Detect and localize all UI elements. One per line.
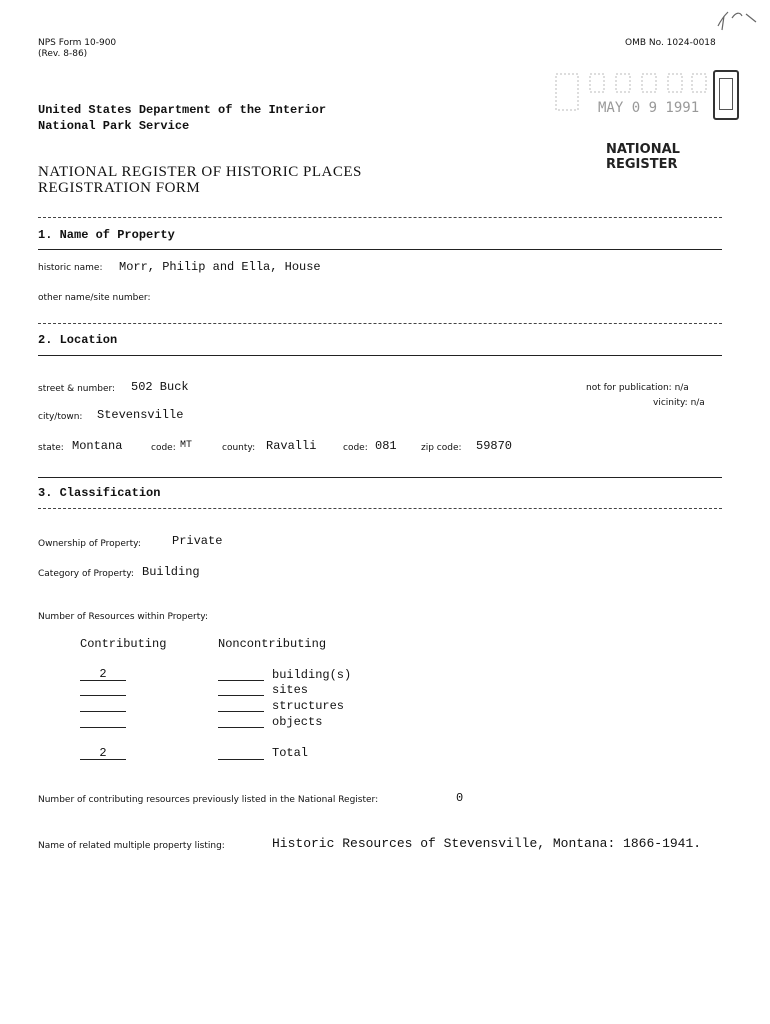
col-noncontributing: Noncontributing [218,637,327,651]
ownership-value: Private [172,534,223,548]
previously-listed-value: 0 [456,791,464,805]
agency-name: National Park Service [38,119,190,133]
multiple-listing-label: Name of related multiple property listing: [38,841,225,851]
stamp-register: REGISTER [606,157,678,172]
resource-type-label: building(s) [272,668,352,682]
category-label: Category of Property: [38,569,134,579]
zip-value: 59870 [476,439,513,453]
ownership-label: Ownership of Property: [38,539,141,549]
resource-type-label: sites [272,683,309,697]
street-value: 502 Buck [131,380,189,394]
divider [38,355,722,356]
form-revision: (Rev. 8-86) [38,49,88,59]
state-label: state: [38,443,64,453]
divider [38,217,722,218]
county-label: county: [222,443,256,453]
city-label: city/town: [38,412,83,422]
state-code-label: code: [151,443,176,453]
category-value: Building [142,565,200,579]
historic-name-label: historic name: [38,263,103,273]
contributing-count: 2 [99,667,107,681]
divider [38,249,722,250]
resource-type-label: structures [272,699,345,713]
form-title: NATIONAL REGISTER OF HISTORIC PLACES [38,164,362,180]
street-label: street & number: [38,384,116,394]
contributing-total: 2 [99,746,107,760]
multiple-listing-value: Historic Resources of Stevensville, Montana: 1866-1941. [272,836,702,851]
previously-listed-label: Number of contributing resources previously listed in the National Register: [38,795,379,805]
county-value: Ravalli [266,439,317,453]
resource-type-label: objects [272,715,323,729]
stamp-date: MAY 0 9 1991 [598,100,700,116]
form-subtitle: REGISTRATION FORM [38,180,201,196]
received-stamp [554,70,714,118]
divider [38,508,722,509]
divider [38,323,722,324]
county-code-label: code: [343,443,368,453]
city-value: Stevensville [97,408,184,422]
form-number: NPS Form 10-900 [38,38,117,48]
zip-label: zip code: [421,443,462,453]
county-code-value: 081 [375,439,397,453]
handwritten-mark-icon [712,4,762,34]
state-value: Montana [72,439,123,453]
stamp-box-icon [713,70,739,120]
total-label: Total [272,746,309,760]
divider [38,477,722,478]
stamp-national: NATIONAL [606,142,680,157]
col-contributing: Contributing [80,637,167,651]
other-name-label: other name/site number: [38,293,151,303]
resources-label: Number of Resources within Property: [38,612,208,622]
vicinity: vicinity: n/a [653,398,705,408]
section-1-heading: 1. Name of Property [38,228,175,242]
section-2-heading: 2. Location [38,333,118,347]
omb-number: OMB No. 1024-0018 [625,38,716,48]
department-name: United States Department of the Interior [38,103,327,117]
not-for-publication: not for publication: n/a [586,383,689,393]
historic-name-value: Morr, Philip and Ella, House [119,260,321,274]
section-3-heading: 3. Classification [38,486,161,500]
state-code-value: MT [180,440,193,451]
